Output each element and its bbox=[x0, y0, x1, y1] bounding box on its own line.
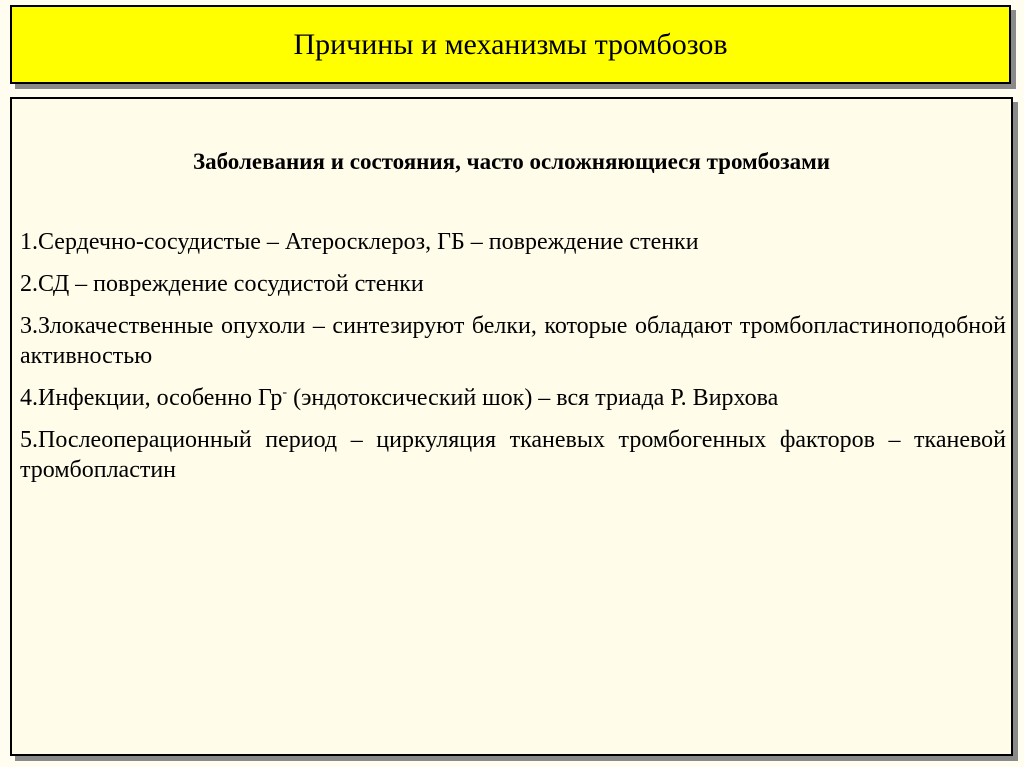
list-item-4-start: 4.Инфекции, особенно Гр bbox=[20, 385, 283, 411]
list-item-4-end: (эндотоксический шок) – вся триада Р. Вирхова bbox=[287, 385, 779, 411]
title-banner bbox=[10, 5, 1011, 84]
section-heading: Заболевания и состояния, часто осложняющиеся тромбозами bbox=[192, 149, 831, 174]
list-item-3: 3.Злокачественные опухоли – синтезируют белки, которые обладают тромбопластиноподобной активностью bbox=[20, 313, 1006, 369]
page-title: Причины и механизмы тромбозов bbox=[293, 27, 728, 61]
list-item-5: 5.Послеоперационный период – циркуляция тканевых тромбогенных факторов – тканевой тромбопластин bbox=[20, 427, 1006, 483]
item-list bbox=[20, 227, 1006, 497]
list-item-1: 1.Сердечно-сосудистые – Атеросклероз, ГБ – повреждение стенки bbox=[20, 229, 699, 255]
content-panel bbox=[10, 97, 1013, 756]
list-item-4-superscript: - bbox=[282, 385, 288, 400]
list-item-4 bbox=[20, 383, 1006, 413]
list-item-2: 2.СД – повреждение сосудистой стенки bbox=[20, 271, 424, 297]
